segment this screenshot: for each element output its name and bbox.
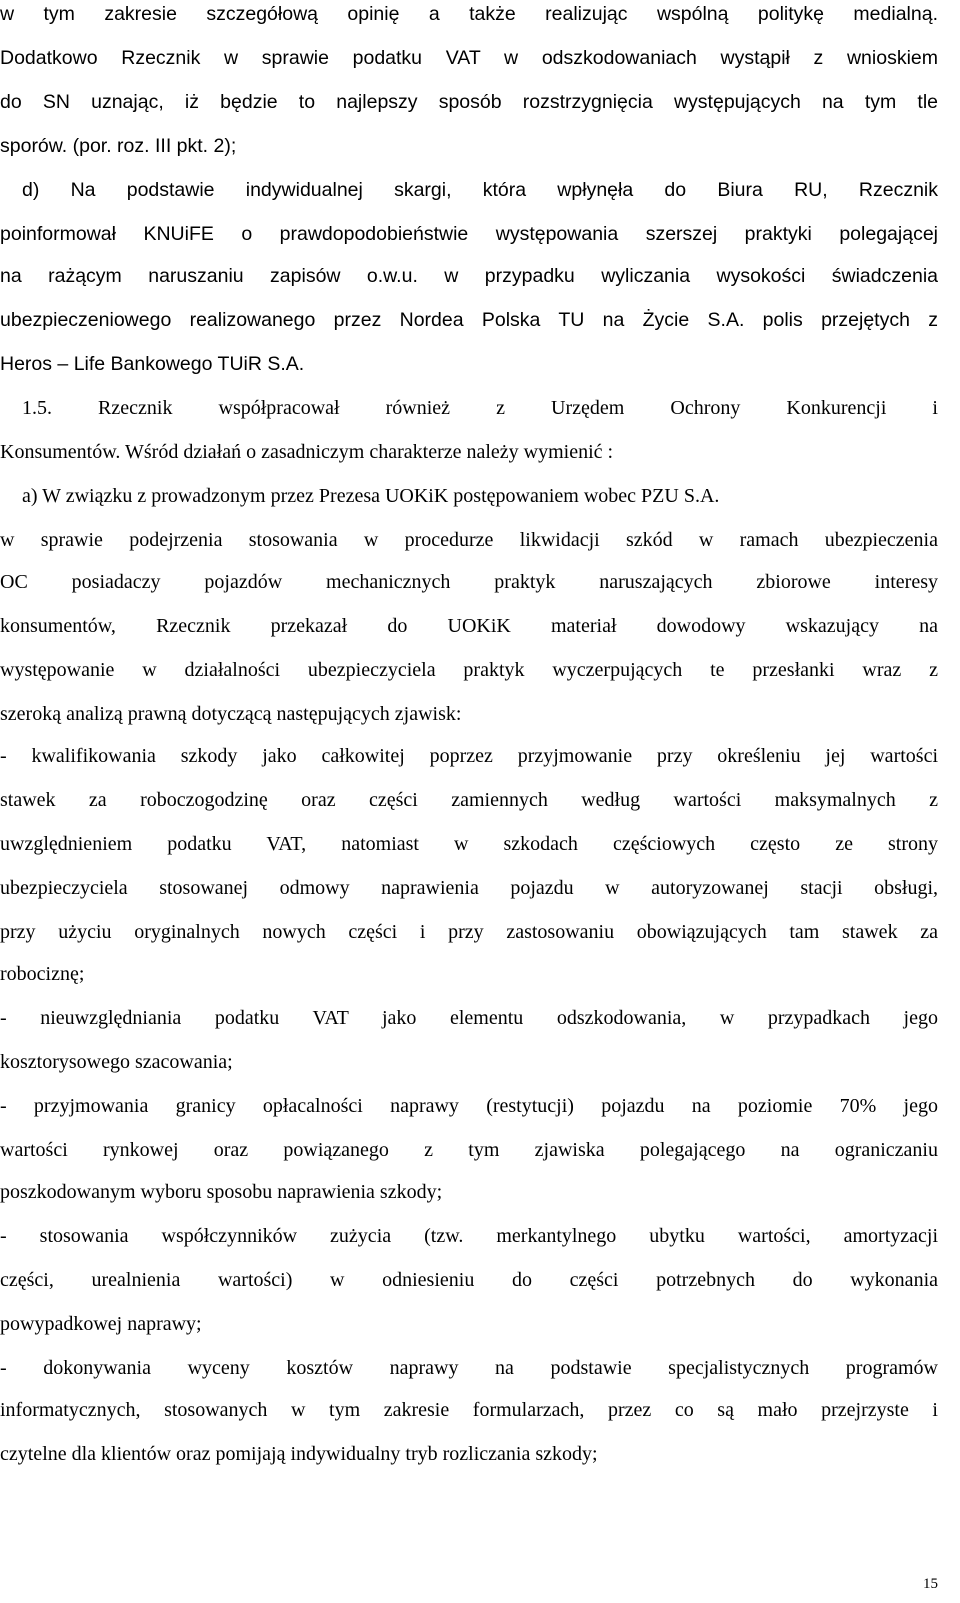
text-line: - dokonywania wyceny kosztów naprawy na podstawie specjalistycznych programów (0, 1357, 938, 1379)
text-line: w tym zakresie szczegółową opinię a także realizując wspólną politykę medialną. (0, 3, 938, 25)
text-line: na rażącym naruszaniu zapisów o.w.u. w przypadku wyliczania wysokości świadczenia (0, 265, 938, 287)
text-line: - stosowania współczynników zużycia (tzw. merkantylnego ubytku wartości, amortyzacji (0, 1225, 938, 1247)
text-line: części, urealnienia wartości) w odniesieniu do części potrzebnych do wykonania (0, 1269, 938, 1291)
text-line: wartości rynkowej oraz powiązanego z tym zjawiska polegającego na ograniczaniu (0, 1139, 938, 1161)
text-line: OC posiadaczy pojazdów mechanicznych praktyk naruszających zbiorowe interesy (0, 571, 938, 593)
text-line: do SN uznając, iż będzie to najlepszy sposób rozstrzygnięcia występujących na tym tle (0, 91, 938, 113)
text-line: przy użyciu oryginalnych nowych części i przy zastosowaniu obowiązujących tam stawek za (0, 921, 938, 943)
text-line: Dodatkowo Rzecznik w sprawie podatku VAT w odszkodowaniach wystąpił z wnioskiem (0, 47, 938, 69)
text-line: robociznę; (0, 963, 85, 985)
text-line: poszkodowanym wyboru sposobu naprawienia szkody; (0, 1181, 443, 1203)
text-line: powypadkowej naprawy; (0, 1313, 202, 1335)
page-number: 15 (923, 1576, 938, 1592)
text-line: stawek za roboczogodzinę oraz części zamiennych według wartości maksymalnych z (0, 789, 938, 811)
text-line: sporów. (por. roz. III pkt. 2); (0, 135, 237, 157)
text-line: kosztorysowego szacowania; (0, 1051, 233, 1073)
text-line: d) Na podstawie indywidualnej skargi, która wpłynęła do Biura RU, Rzecznik (22, 179, 938, 201)
text-line: 1.5. Rzecznik współpracował również z Urzędem Ochrony Konkurencji i (22, 397, 938, 419)
text-line: Heros – Life Bankowego TUiR S.A. (0, 353, 305, 375)
text-line: Konsumentów. Wśród działań o zasadniczym charakterze należy wymienić : (0, 441, 614, 463)
text-line: ubezpieczeniowego realizowanego przez Nordea Polska TU na Życie S.A. polis przejętych z (0, 309, 938, 331)
text-line: - kwalifikowania szkody jako całkowitej poprzez przyjmowanie przy określeniu jej wartości (0, 745, 938, 767)
text-line: - przyjmowania granicy opłacalności naprawy (restytucji) pojazdu na poziomie 70% jego (0, 1095, 938, 1117)
text-line: konsumentów, Rzecznik przekazał do UOKiK materiał dowodowy wskazujący na (0, 615, 938, 637)
text-line: poinformował KNUiFE o prawdopodobieństwie występowania szerszej praktyki polegającej (0, 223, 938, 245)
text-line: - nieuwzględniania podatku VAT jako elementu odszkodowania, w przypadkach jego (0, 1007, 938, 1029)
text-line: a) W związku z prowadzonym przez Prezesa UOKiK postępowaniem wobec PZU S.A. (22, 485, 720, 507)
text-line: w sprawie podejrzenia stosowania w procedurze likwidacji szkód w ramach ubezpieczenia (0, 529, 938, 551)
text-line: szeroką analizą prawną dotyczącą następujących zjawisk: (0, 703, 462, 725)
text-line: informatycznych, stosowanych w tym zakresie formularzach, przez co są mało przejrzyste i (0, 1399, 938, 1421)
text-line: występowanie w działalności ubezpieczyciela praktyk wyczerpujących te przesłanki wraz z (0, 659, 938, 681)
text-line: czytelne dla klientów oraz pomijają indywidualny tryb rozliczania szkody; (0, 1443, 598, 1465)
text-line: uwzględnieniem podatku VAT, natomiast w szkodach częściowych często ze strony (0, 833, 938, 855)
text-line: ubezpieczyciela stosowanej odmowy naprawienia pojazdu w autoryzowanej stacji obsługi, (0, 877, 938, 899)
